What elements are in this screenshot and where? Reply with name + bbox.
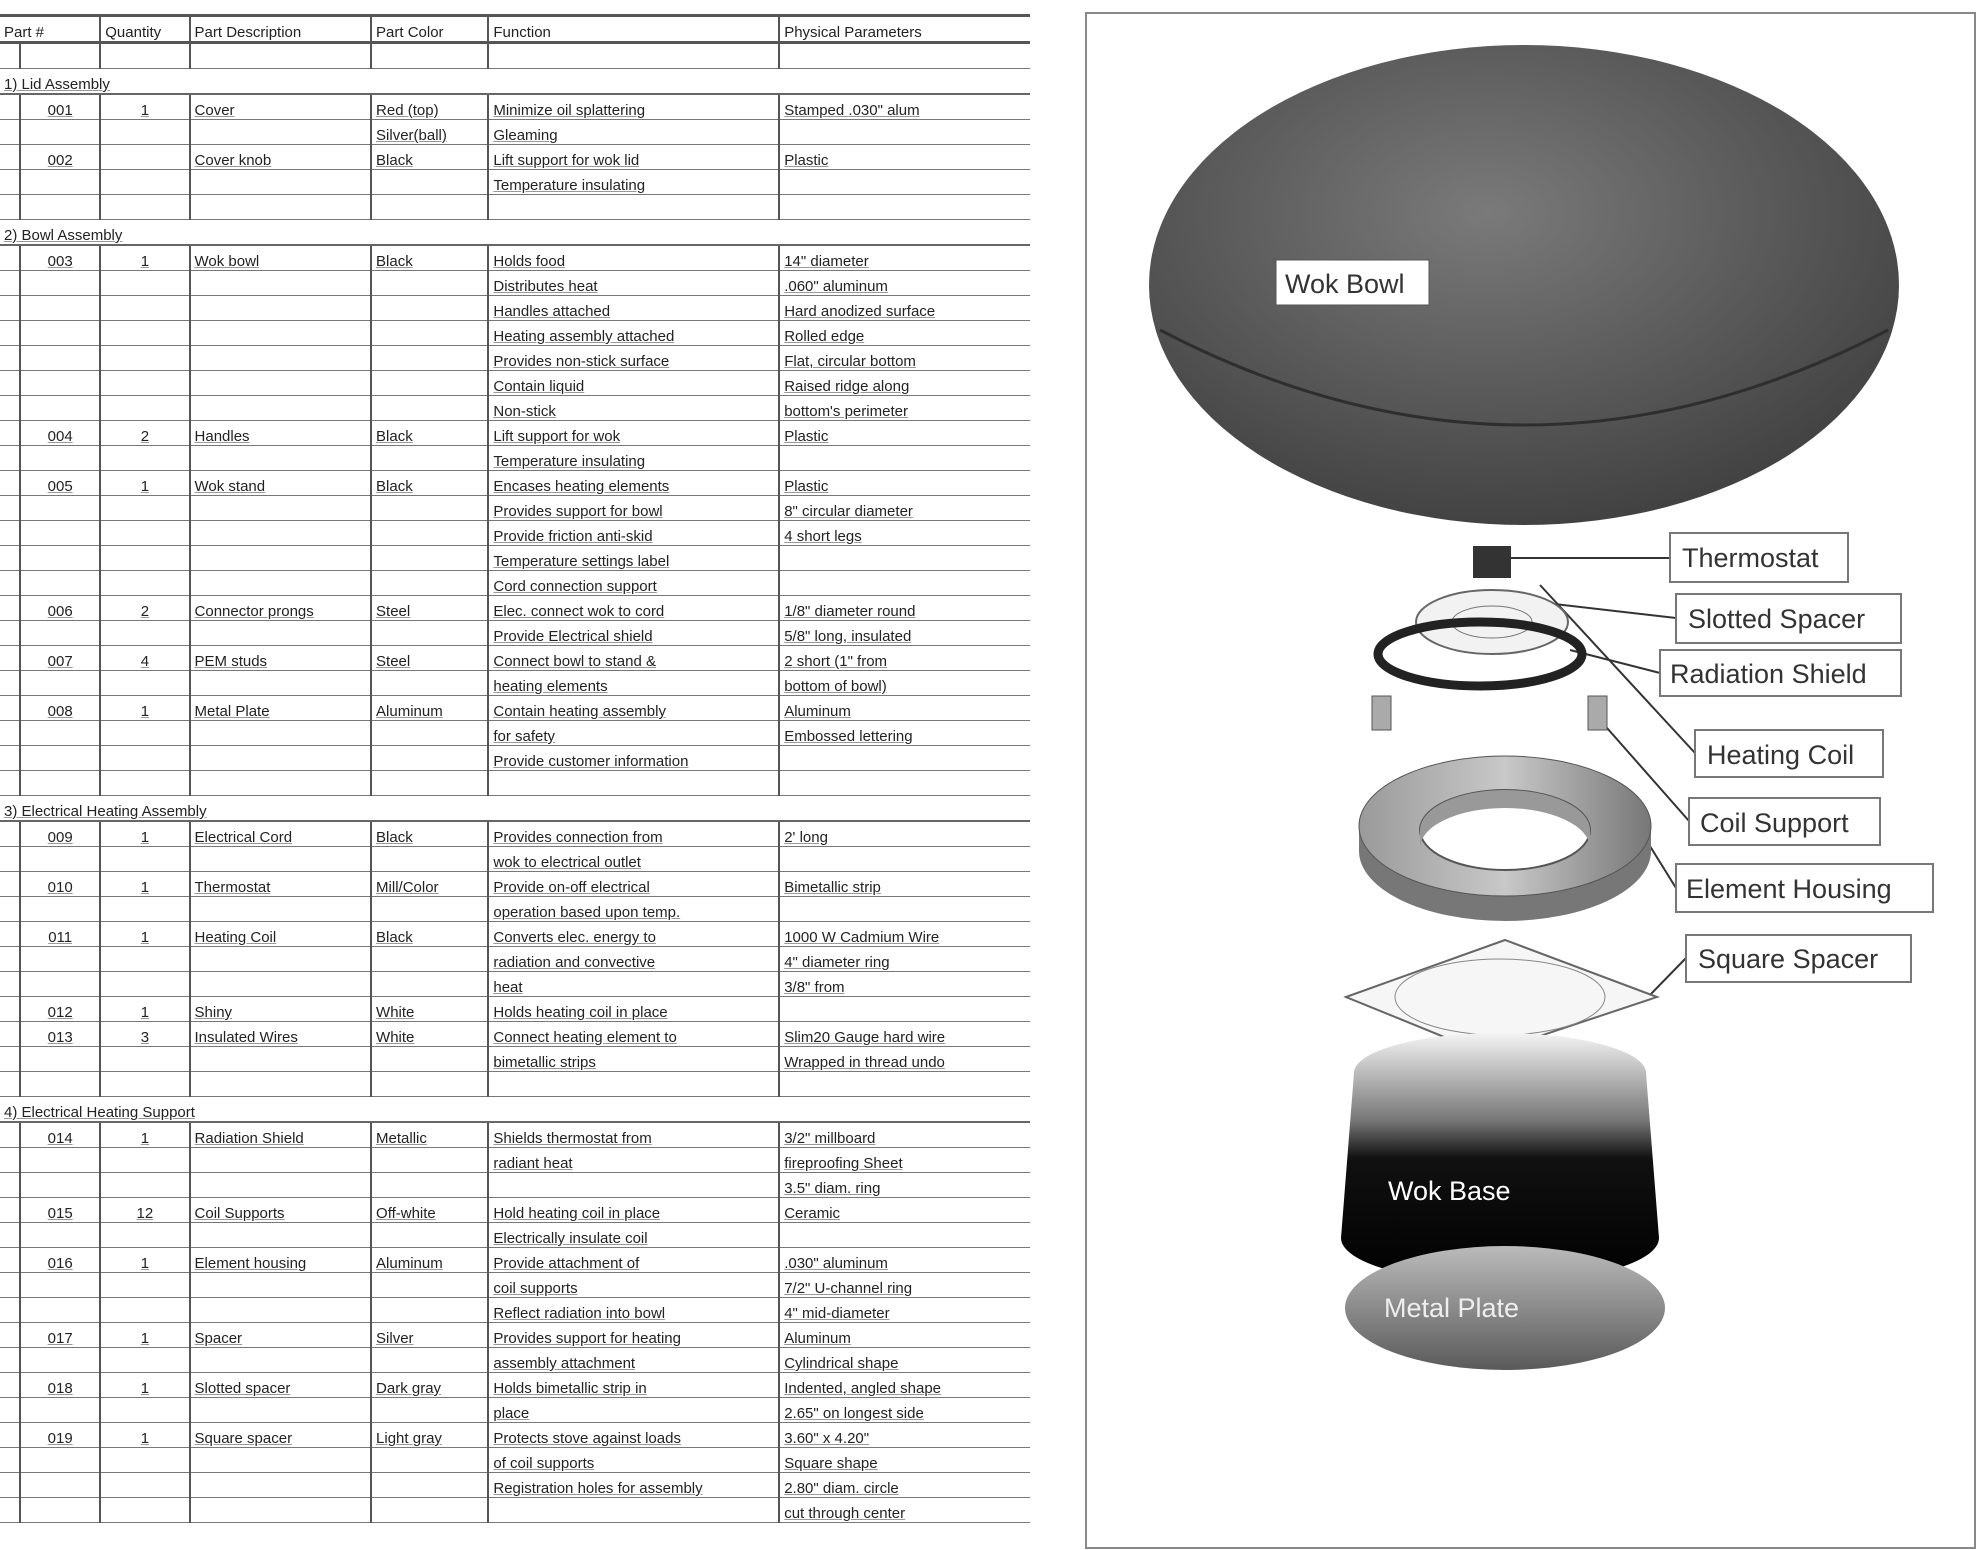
description-cell: Slotted spacer: [190, 1373, 372, 1398]
part-number-cell: 016: [20, 1248, 100, 1273]
wok-bowl: [1149, 45, 1899, 525]
description-cell: Square spacer: [190, 1423, 372, 1448]
part-number-cell: 019: [20, 1423, 100, 1448]
parameters-cell: Aluminum: [779, 1323, 1030, 1348]
function-cell: Shields thermostat from: [488, 1122, 779, 1148]
quantity-cell: 1: [100, 1373, 189, 1398]
section-title: 1) Lid Assembly: [0, 69, 1030, 95]
parameters-cell: 4" mid-diameter: [779, 1298, 1030, 1323]
function-cell: Non-stick: [488, 396, 779, 421]
function-cell: Provide customer information: [488, 746, 779, 771]
part-number-cell: 006: [20, 596, 100, 621]
part-number-cell: 002: [20, 145, 100, 170]
wok-base-label: Wok Base: [1388, 1176, 1511, 1206]
header-cell: Physical Parameters: [779, 16, 1030, 43]
function-cell: Hold heating coil in place: [488, 1198, 779, 1223]
parameters-cell: Embossed lettering: [779, 721, 1030, 746]
description-cell: Wok stand: [190, 471, 372, 496]
square-spacer-label: Square Spacer: [1698, 944, 1879, 974]
part-number-cell: 003: [20, 245, 100, 271]
color-cell: Steel: [371, 596, 488, 621]
parameters-cell: Rolled edge: [779, 321, 1030, 346]
quantity-cell: 1: [100, 997, 189, 1022]
quantity-cell: 2: [100, 596, 189, 621]
color-cell: Off-white: [371, 1198, 488, 1223]
parameters-cell: Indented, angled shape: [779, 1373, 1030, 1398]
wok-base-part: [1341, 1033, 1659, 1283]
function-cell: bimetallic strips: [488, 1047, 779, 1072]
parameters-cell: 2' long: [779, 821, 1030, 847]
parameters-cell: 14" diameter: [779, 245, 1030, 271]
part-number-cell: 004: [20, 421, 100, 446]
description-cell: Spacer: [190, 1323, 372, 1348]
function-cell: Encases heating elements: [488, 471, 779, 496]
function-cell: Holds heating coil in place: [488, 997, 779, 1022]
description-cell: Cover: [190, 94, 372, 120]
function-cell: Elec. connect wok to cord: [488, 596, 779, 621]
element-housing-label: Element Housing: [1686, 874, 1892, 904]
description-cell: Heating Coil: [190, 922, 372, 947]
function-cell: Cord connection support: [488, 571, 779, 596]
color-cell: Aluminum: [371, 1248, 488, 1273]
parameters-cell: Square shape: [779, 1448, 1030, 1473]
description-cell: PEM studs: [190, 646, 372, 671]
function-cell: Handles attached: [488, 296, 779, 321]
quantity-cell: 1: [100, 696, 189, 721]
function-cell: Heating assembly attached: [488, 321, 779, 346]
function-cell: Provides connection from: [488, 821, 779, 847]
header-cell: Function: [488, 16, 779, 43]
parameters-cell: Flat, circular bottom: [779, 346, 1030, 371]
radiation-shield-label: Radiation Shield: [1670, 659, 1867, 689]
color-cell: Aluminum: [371, 696, 488, 721]
thermostat-part: [1473, 546, 1511, 578]
part-number-cell: 010: [20, 872, 100, 897]
function-cell: Holds bimetallic strip in: [488, 1373, 779, 1398]
function-cell: heat: [488, 972, 779, 997]
parameters-cell: .030" aluminum: [779, 1248, 1030, 1273]
color-cell: Black: [371, 471, 488, 496]
function-cell: Temperature insulating: [488, 170, 779, 195]
function-cell: Protects stove against loads: [488, 1423, 779, 1448]
quantity-cell: 1: [100, 922, 189, 947]
part-number-cell: 008: [20, 696, 100, 721]
quantity-cell: 1: [100, 1423, 189, 1448]
section-title: 2) Bowl Assembly: [0, 220, 1030, 246]
part-number-cell: 013: [20, 1022, 100, 1047]
parameters-cell: 3.5" diam. ring: [779, 1173, 1030, 1198]
description-cell: Radiation Shield: [190, 1122, 372, 1148]
function-cell: Converts elec. energy to: [488, 922, 779, 947]
description-cell: Electrical Cord: [190, 821, 372, 847]
parameters-cell: Slim20 Gauge hard wire: [779, 1022, 1030, 1047]
coil-support-label: Coil Support: [1700, 808, 1849, 838]
element-housing-part: [1359, 756, 1651, 921]
part-number-cell: 015: [20, 1198, 100, 1223]
header-cell: Quantity: [100, 16, 189, 43]
color-cell: Black: [371, 922, 488, 947]
parameters-cell: 8" circular diameter: [779, 496, 1030, 521]
parameters-cell: bottom's perimeter: [779, 396, 1030, 421]
quantity-cell: 4: [100, 646, 189, 671]
color-cell: White: [371, 1022, 488, 1047]
color-cell: Black: [371, 245, 488, 271]
part-number-cell: 011: [20, 922, 100, 947]
parameters-cell: .060" aluminum: [779, 271, 1030, 296]
function-cell: assembly attachment: [488, 1348, 779, 1373]
slotted-spacer-label: Slotted Spacer: [1688, 604, 1866, 634]
parameters-cell: 3/2" millboard: [779, 1122, 1030, 1148]
part-number-cell: 017: [20, 1323, 100, 1348]
parameters-cell: 2.65" on longest side: [779, 1398, 1030, 1423]
function-cell: Provide on-off electrical: [488, 872, 779, 897]
function-cell: Provides support for heating: [488, 1323, 779, 1348]
function-cell: operation based upon temp.: [488, 897, 779, 922]
part-number-cell: 007: [20, 646, 100, 671]
parameters-cell: Bimetallic strip: [779, 872, 1030, 897]
description-cell: Element housing: [190, 1248, 372, 1273]
parameters-cell: 1000 W Cadmium Wire: [779, 922, 1030, 947]
color-cell: Black: [371, 145, 488, 170]
header-part-number: Part #: [0, 16, 100, 43]
function-cell: of coil supports: [488, 1448, 779, 1473]
part-number-cell: 009: [20, 821, 100, 847]
function-cell: Provide friction anti-skid: [488, 521, 779, 546]
function-cell: Provide Electrical shield: [488, 621, 779, 646]
heating-coil-label: Heating Coil: [1707, 740, 1855, 770]
parameters-cell: Plastic: [779, 421, 1030, 446]
parameters-cell: 4" diameter ring: [779, 947, 1030, 972]
parameters-cell: Stamped .030" alum: [779, 94, 1030, 120]
quantity-cell: 1: [100, 1122, 189, 1148]
color-cell: Red (top): [371, 94, 488, 120]
color-cell: Mill/Color: [371, 872, 488, 897]
parameters-cell: 7/2" U-channel ring: [779, 1273, 1030, 1298]
part-number-cell: 001: [20, 94, 100, 120]
function-cell: Connect bowl to stand &: [488, 646, 779, 671]
function-cell: Lift support for wok lid: [488, 145, 779, 170]
wok-bowl-label: Wok Bowl: [1285, 269, 1405, 299]
color-cell: Silver(ball): [371, 120, 488, 145]
metal-plate-part: [1345, 1246, 1665, 1370]
color-cell: Light gray: [371, 1423, 488, 1448]
function-cell: Provides support for bowl: [488, 496, 779, 521]
parameters-cell: 2.80" diam. circle: [779, 1473, 1030, 1498]
quantity-cell: 1: [100, 471, 189, 496]
metal-plate-label: Metal Plate: [1384, 1293, 1520, 1323]
quantity-cell: 1: [100, 1248, 189, 1273]
description-cell: Cover knob: [190, 145, 372, 170]
description-cell: Insulated Wires: [190, 1022, 372, 1047]
part-number-cell: 012: [20, 997, 100, 1022]
function-cell: Temperature settings label: [488, 546, 779, 571]
parameters-cell: 2 short (1" from: [779, 646, 1030, 671]
parameters-cell: 5/8" long, insulated: [779, 621, 1030, 646]
color-cell: White: [371, 997, 488, 1022]
function-cell: Connect heating element to: [488, 1022, 779, 1047]
function-cell: Contain liquid: [488, 371, 779, 396]
function-cell: coil supports: [488, 1273, 779, 1298]
function-cell: Electrically insulate coil: [488, 1223, 779, 1248]
function-cell: Provides non-stick surface: [488, 346, 779, 371]
function-cell: radiation and convective: [488, 947, 779, 972]
section-title: 4) Electrical Heating Support: [0, 1097, 1030, 1123]
function-cell: radiant heat: [488, 1148, 779, 1173]
description-cell: Handles: [190, 421, 372, 446]
parameters-cell: Ceramic: [779, 1198, 1030, 1223]
description-cell: Wok bowl: [190, 245, 372, 271]
part-number-cell: 014: [20, 1122, 100, 1148]
coil-support-parts: [1372, 696, 1607, 730]
description-cell: Thermostat: [190, 872, 372, 897]
quantity-cell: 3: [100, 1022, 189, 1047]
function-cell: wok to electrical outlet: [488, 847, 779, 872]
quantity-cell: 1: [100, 245, 189, 271]
color-cell: Metallic: [371, 1122, 488, 1148]
quantity-cell: 1: [100, 821, 189, 847]
function-cell: Registration holes for assembly: [488, 1473, 779, 1498]
parameters-cell: Plastic: [779, 471, 1030, 496]
description-cell: Coil Supports: [190, 1198, 372, 1223]
color-cell: Silver: [371, 1323, 488, 1348]
parameters-cell: 4 short legs: [779, 521, 1030, 546]
parameters-cell: Raised ridge along: [779, 371, 1030, 396]
part-number-cell: 005: [20, 471, 100, 496]
parameters-cell: cut through center: [779, 1498, 1030, 1523]
function-cell: for safety: [488, 721, 779, 746]
quantity-cell: 1: [100, 872, 189, 897]
description-cell: Metal Plate: [190, 696, 372, 721]
parameters-cell: 1/8" diameter round: [779, 596, 1030, 621]
part-number-cell: 018: [20, 1373, 100, 1398]
parameters-cell: bottom of bowl): [779, 671, 1030, 696]
parameters-cell: fireproofing Sheet: [779, 1148, 1030, 1173]
color-cell: Dark gray: [371, 1373, 488, 1398]
quantity-cell: 1: [100, 94, 189, 120]
function-cell: Holds food: [488, 245, 779, 271]
thermostat-label: Thermostat: [1682, 543, 1819, 573]
parameters-cell: Aluminum: [779, 696, 1030, 721]
function-cell: Distributes heat: [488, 271, 779, 296]
header-cell: Part Description: [190, 16, 372, 43]
parameters-cell: Plastic: [779, 145, 1030, 170]
parameters-cell: Wrapped in thread undo: [779, 1047, 1030, 1072]
parameters-cell: 3/8" from: [779, 972, 1030, 997]
description-cell: Connector prongs: [190, 596, 372, 621]
color-cell: Black: [371, 421, 488, 446]
color-cell: Steel: [371, 646, 488, 671]
function-cell: Gleaming: [488, 120, 779, 145]
quantity-cell: 1: [100, 1323, 189, 1348]
quantity-cell: 2: [100, 421, 189, 446]
parameters-cell: Cylindrical shape: [779, 1348, 1030, 1373]
function-cell: heating elements: [488, 671, 779, 696]
function-cell: Contain heating assembly: [488, 696, 779, 721]
header-cell: Part Color: [371, 16, 488, 43]
function-cell: Provide attachment of: [488, 1248, 779, 1273]
parameters-cell: 3.60" x 4.20": [779, 1423, 1030, 1448]
section-title: 3) Electrical Heating Assembly: [0, 796, 1030, 822]
function-cell: Temperature insulating: [488, 446, 779, 471]
function-cell: Lift support for wok: [488, 421, 779, 446]
quantity-cell: 12: [100, 1198, 189, 1223]
parameters-cell: Hard anodized surface: [779, 296, 1030, 321]
description-cell: Shiny: [190, 997, 372, 1022]
function-cell: Minimize oil splattering: [488, 94, 779, 120]
function-cell: place: [488, 1398, 779, 1423]
color-cell: Black: [371, 821, 488, 847]
function-cell: Reflect radiation into bowl: [488, 1298, 779, 1323]
